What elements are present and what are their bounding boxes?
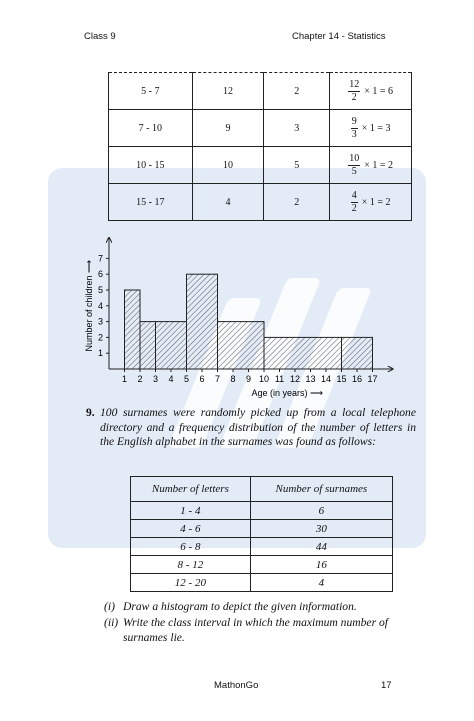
table-cell: 44	[250, 538, 392, 556]
adjusted-frequency-cell	[330, 147, 412, 184]
fraction-rest: × 1 = 2	[361, 196, 391, 208]
header-chapter: Chapter 14 - Statistics	[292, 31, 386, 42]
histogram-bar	[187, 274, 218, 369]
subpart-i	[104, 600, 418, 615]
y-axis-label: Number of children ⟶	[84, 260, 94, 352]
fraction-rest: × 1 = 6	[364, 85, 393, 97]
x-tick-label: 2	[137, 374, 143, 384]
x-tick-label: 13	[305, 374, 316, 384]
table-cell: 4	[192, 184, 264, 221]
table-cell: 10	[192, 147, 264, 184]
table-cell: 9	[192, 110, 264, 147]
x-tick-label: 14	[320, 374, 332, 384]
table-row	[131, 538, 393, 556]
fraction	[351, 190, 358, 215]
table-cell: 12 - 20	[131, 574, 251, 592]
fraction-denominator: 2	[351, 202, 357, 214]
table-cell: 4 - 6	[131, 520, 251, 538]
table-row	[131, 556, 393, 574]
fraction-rest: × 1 = 3	[361, 122, 391, 134]
table-cell: 5	[264, 147, 330, 184]
x-tick-label: 11	[274, 374, 285, 384]
table-cell: 2	[264, 73, 330, 110]
subpart-label: (i)	[104, 600, 115, 613]
table-cell: 7 - 10	[109, 110, 193, 147]
subpart-text: Write the class interval in which the maximum number of surnames lie.	[123, 616, 389, 644]
x-tick-label: 5	[183, 374, 190, 384]
header-class: Class 9	[84, 31, 116, 42]
age-histogram	[78, 236, 418, 406]
subpart-ii	[104, 616, 418, 645]
table-row	[131, 574, 393, 592]
y-tick-label: 7	[97, 253, 103, 264]
table-row	[109, 110, 412, 147]
table-cell: 6 - 8	[131, 538, 251, 556]
y-tick-label: 3	[97, 316, 103, 327]
y-tick-label: 6	[97, 269, 103, 280]
x-axis-label: Age (in years) ⟶	[251, 388, 323, 398]
table-cell: 5 - 7	[109, 73, 193, 110]
table-cell: 16	[250, 556, 392, 574]
y-tick-label: 2	[97, 332, 103, 343]
fraction-numerator: 9	[351, 115, 357, 127]
x-tick-label: 17	[367, 374, 378, 384]
x-tick-label: 12	[289, 374, 301, 384]
y-tick-label: 1	[97, 348, 103, 359]
subpart-label: (ii)	[104, 616, 119, 629]
question-9	[86, 406, 416, 450]
table-row	[109, 73, 412, 110]
frequency-adjustment-table	[108, 72, 412, 221]
subpart-text: Draw a histogram to depict the given information.	[123, 600, 357, 613]
column-header: Number of surnames	[250, 477, 392, 502]
fraction-denominator: 5	[351, 165, 357, 177]
table-cell: 10 - 15	[109, 147, 193, 184]
fraction	[348, 79, 360, 104]
page-number: 17	[381, 680, 392, 691]
table-cell: 6	[250, 502, 392, 520]
y-tick-label: 5	[97, 285, 103, 295]
fraction	[348, 153, 360, 178]
footer-brand: MathonGo	[214, 680, 259, 691]
adjusted-frequency-cell	[330, 73, 412, 110]
table-cell: 4	[250, 574, 392, 592]
x-tick-label: 9	[245, 374, 252, 384]
y-tick-label: 4	[97, 300, 103, 311]
adjusted-frequency-cell	[330, 110, 412, 147]
question-number: 9.	[86, 406, 95, 419]
fraction-numerator: 10	[349, 152, 360, 164]
histogram-bar	[140, 322, 156, 369]
histogram-bar	[218, 322, 265, 369]
fraction	[351, 116, 358, 141]
x-tick-label: 15	[336, 374, 347, 384]
table-cell: 3	[264, 110, 330, 147]
table-row	[109, 147, 412, 184]
x-tick-label: 8	[230, 374, 236, 384]
question-text: 100 surnames were randomly picked up from a local telephone directory and a frequency distribution of the number of letters in the English alphabet in the surnames was found as follows:	[100, 406, 416, 448]
x-tick-label: 16	[351, 374, 363, 384]
x-tick-label: 6	[199, 374, 205, 384]
x-tick-label: 7	[214, 374, 221, 384]
column-header: Number of letters	[131, 477, 251, 502]
x-tick-label: 3	[152, 374, 159, 384]
histogram-bar	[342, 337, 373, 369]
adjusted-frequency-cell	[330, 184, 412, 221]
fraction-numerator: 12	[349, 78, 360, 90]
table-cell: 2	[264, 184, 330, 221]
table-cell: 8 - 12	[131, 556, 251, 574]
x-tick-label: 10	[258, 374, 270, 384]
table-header-row	[131, 477, 393, 502]
fraction-denominator: 3	[351, 128, 357, 140]
x-tick-label: 4	[168, 374, 174, 384]
histogram-bar	[156, 322, 187, 369]
fraction-rest: × 1 = 2	[364, 159, 393, 171]
fraction-numerator: 4	[351, 189, 357, 201]
x-tick-label: 1	[121, 374, 128, 384]
table-cell: 12	[192, 73, 264, 110]
table-row	[131, 520, 393, 538]
table-cell: 30	[250, 520, 392, 538]
surnames-table	[130, 476, 393, 592]
table-cell: 15 - 17	[109, 184, 193, 221]
histogram-bar	[125, 290, 141, 369]
table-row	[109, 184, 412, 221]
table-row	[131, 502, 393, 520]
histogram-bar	[264, 337, 342, 369]
fraction-denominator: 2	[351, 91, 357, 103]
table-cell: 1 - 4	[131, 502, 251, 520]
